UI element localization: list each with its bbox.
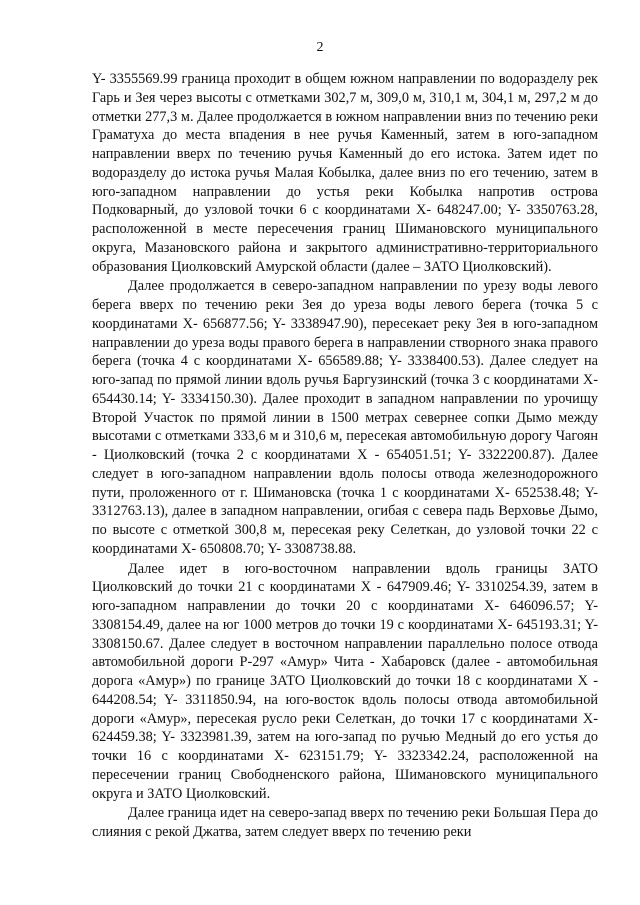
paragraph-3: Далее идет в юго-восточном направлении вдоль границы ЗАТО Циолковский до точки 21 с координатами X - 647909.46; Y- 3310254.39, затем в юго-западном направлении до точки 20 с координатами X- 646096.57; Y- 3308154.49, далее на юг 1000 метров до точки 19 с координатами X- 645193.31; Y- 3308150.67. Далее следует в восточном направлении параллельно полосе отвода автомобильной дороги Р-297 «Амур» Чита - Хабаровск (далее - автомобильная дорога «Амур») по границе ЗАТО Циолковский до точки 18 с координатами X - 644208.54; Y- 3311850.94, на юго-восток вдоль полосы отвода автомобильной дороги «Амур», пересекая русло реки Селеткан, до точки 17 с координатами X- 624459.38; Y- 3323981.39, затем на юго-запад по ручью Медный до его устья до точки 16 с координатами X- 623151.79; Y- 3323342.24, расположенной на пересечении границ Свободненского района, Шимановского муниципального округа и ЗАТО Циолковский.	[92, 560, 598, 802]
paragraph-2: Далее продолжается в северо-западном направлении по урезу воды левого берега вверх по течению реки Зея до уреза воды левого берега (точка 5 с координатами X- 656877.56; Y- 3338947.90), пересекает реку Зея в юго-западном направлении до уреза воды правого берега в направлении створного знака правого берега (точка 4 с координатами X- 656589.88; Y- 3338400.53). Далее следует на юго-запад по прямой линии вдоль ручья Баргузинский (точка 3 с координатами X- 654430.14; Y- 3334150.30). Далее проходит в западном направлении по урочищу Второй Участок по прямой линии в 1500 метрах севернее сопки Дымо между высотами с отметками 333,6 м и 310,6 м, пересекая автомобильную дорогу Чагоян - Циолковский (точка 2 с координатами X - 654051.51; Y- 3322200.87). Далее следует в юго-западном направлении вдоль полосы отвода железнодорожного пути, проложенного от г. Шимановска (точка 1 с координатами X- 652538.48; Y- 3312763.13), далее в западном направлении, огибая с севера падь Верховье Дымо, по высоте с отметкой 300,8 м, пересекая реку Селеткан, до узловой точки 22 с координатами X- 650808.70; Y- 3308738.88.	[92, 278, 598, 557]
paragraph-1: Y- 3355569.99 граница проходит в общем южном направлении по водоразделу рек Гарь и Зея через высоты с отметками 302,7 м, 309,0 м, 310,1 м, 304,1 м, 297,2 м до отметки 277,3 м. Далее продолжается в южном направлении вниз по течению реки Граматуха до места впадения в нее ручья Каменный, затем в юго-западном направлении вверх по течению ручья Каменный до его истока. Затем идет по водоразделу до истока ручья Малая Кобылка, далее вниз по его течению, затем в юго-западном направлении до устья реки Кобылка напротив острова Подковарный, до узловой точки 6 с координатами X- 648247.00; Y- 3350763.28, расположенной в месте пересечения границ Шимановского муниципального округа, Мазановского района и закрытого административно-территориального образования Циолковский Амурской области (далее – ЗАТО Циолковский).	[92, 71, 598, 275]
paragraph-4: Далее граница идет на северо-запад вверх по течению реки Большая Пера до слияния с рекой Джатва, затем следует вверх по течению реки	[92, 805, 598, 840]
document-body	[92, 70, 598, 842]
page-number: 2	[316, 40, 324, 55]
